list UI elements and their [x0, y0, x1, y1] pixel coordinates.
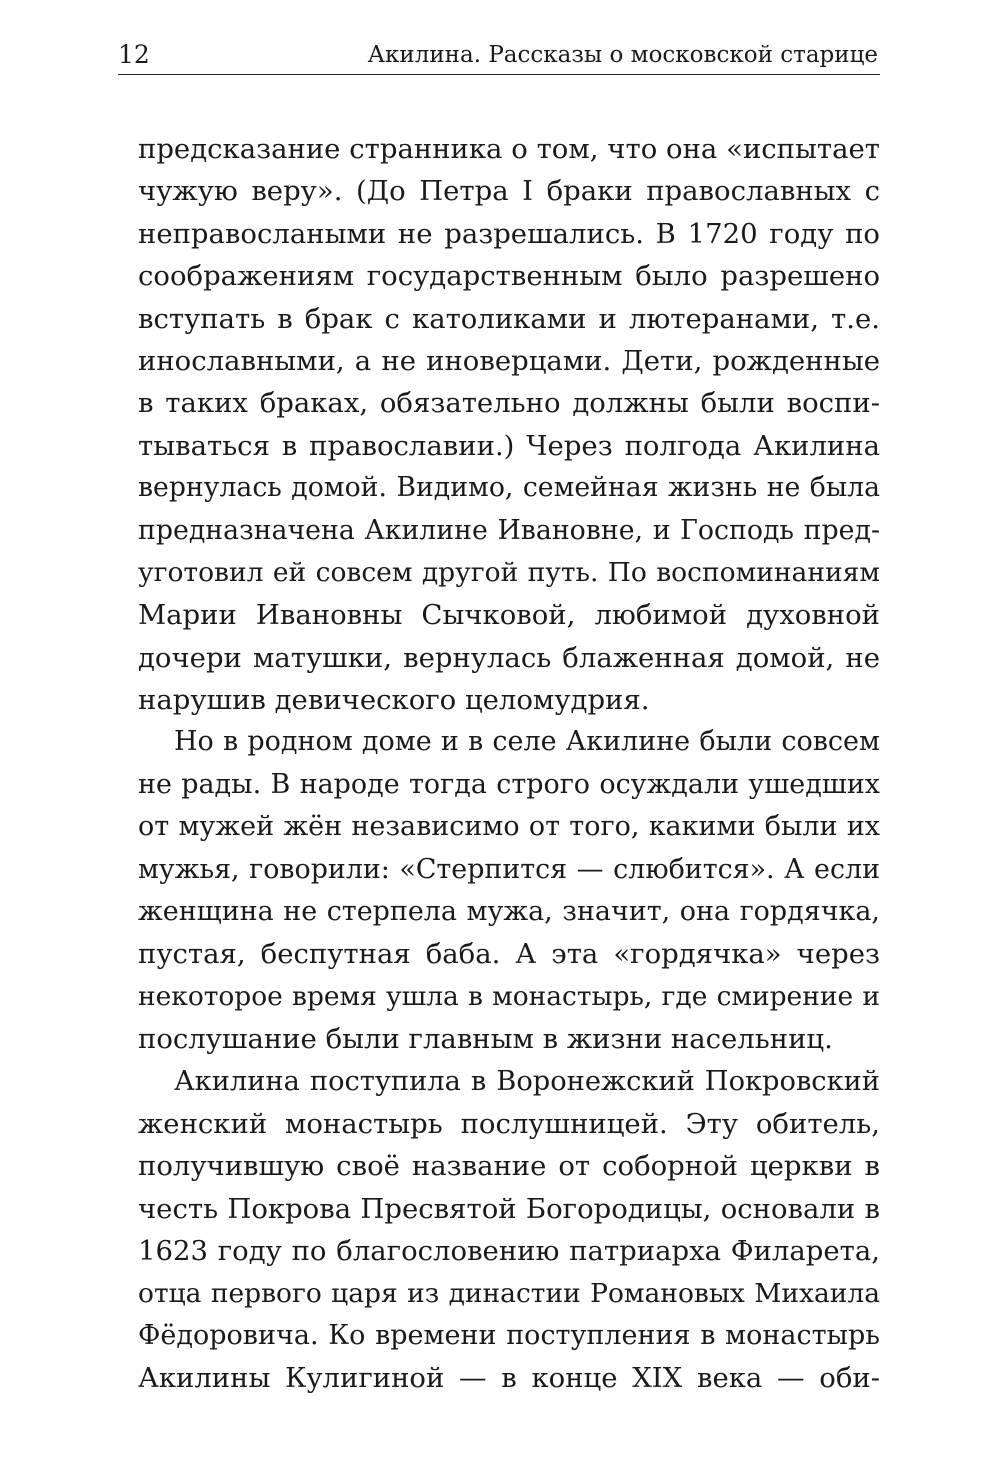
text-line: Но в родном доме и в селе Акилине были совсем: [174, 726, 880, 758]
text-line: Марии Ивановны Сычковой, любимой духовной: [138, 599, 880, 632]
text-line: 1623 году по благословению патриарха Филарета,: [138, 1235, 880, 1268]
page-number: 12: [118, 40, 150, 69]
running-title: Акилина. Рассказы о московской старице: [367, 42, 878, 68]
text-line: мужья, говорили: «Стерпится — слюбится». А если: [138, 853, 880, 885]
page-header: [118, 40, 880, 75]
text-line: дочери матушки, вернулась блаженная домой, не: [138, 641, 880, 674]
text-line: инославными, а не иноверцами. Дети, рожденные: [138, 344, 880, 377]
text-line: женский монастырь послушницей. Эту обитель,: [138, 1107, 880, 1140]
text-line: не рады. В народе тогда строго осуждали ушедших: [138, 768, 880, 800]
text-line: женщина не стерпела мужа, значит, она гордячка,: [138, 896, 880, 928]
text-line: соображениям государственным было разрешено: [138, 260, 880, 293]
text-line: вернулась домой. Видимо, семейная жизнь не была: [138, 472, 880, 504]
text-line: Фёдоровича. Ко времени поступления в монастырь: [138, 1319, 880, 1351]
text-line: от мужей жён независимо от того, какими были их: [138, 811, 880, 843]
text-line: чужую веру». (До Петра I браки православных с: [138, 175, 880, 208]
body-text: [138, 128, 880, 1400]
text-line: нарушив девического целомудрия.: [138, 684, 650, 717]
text-line: послушание были главным в жизни насельниц.: [138, 1023, 833, 1056]
text-line: предназначена Акилине Ивановне, и Господь пред-: [138, 514, 880, 546]
text-line: неправослаными не разрешались. В 1720 году по: [138, 217, 880, 250]
text-line: отца первого царя из династии Романовых Михаила: [138, 1277, 880, 1309]
text-line: честь Покрова Пресвятой Богородицы, основали в: [138, 1192, 880, 1225]
text-line: предсказание странника о том, что она «испытает: [138, 133, 880, 165]
text-line: некоторое время ушла в монастырь, где смирение и: [138, 980, 880, 1012]
text-line: пустая, беспутная баба. А эта «гордячка» через: [138, 938, 880, 971]
text-line: Акилины Кулигиной — в конце XIX века — оби-: [138, 1362, 880, 1395]
text-line: тываться в православии.) Через полгода Акилина: [138, 429, 880, 462]
text-line: уготовил ей совсем другой путь. По воспоминаниям: [138, 556, 880, 588]
text-line: вступать в брак с католиками и лютеранами, т.е.: [138, 302, 880, 335]
text-line: в таких браках, обязательно должны были воспи-: [138, 387, 880, 420]
text-line: получившую своё название от соборной церкви в: [138, 1150, 880, 1183]
text-line: Акилина поступила в Воронежский Покровский: [174, 1065, 880, 1097]
